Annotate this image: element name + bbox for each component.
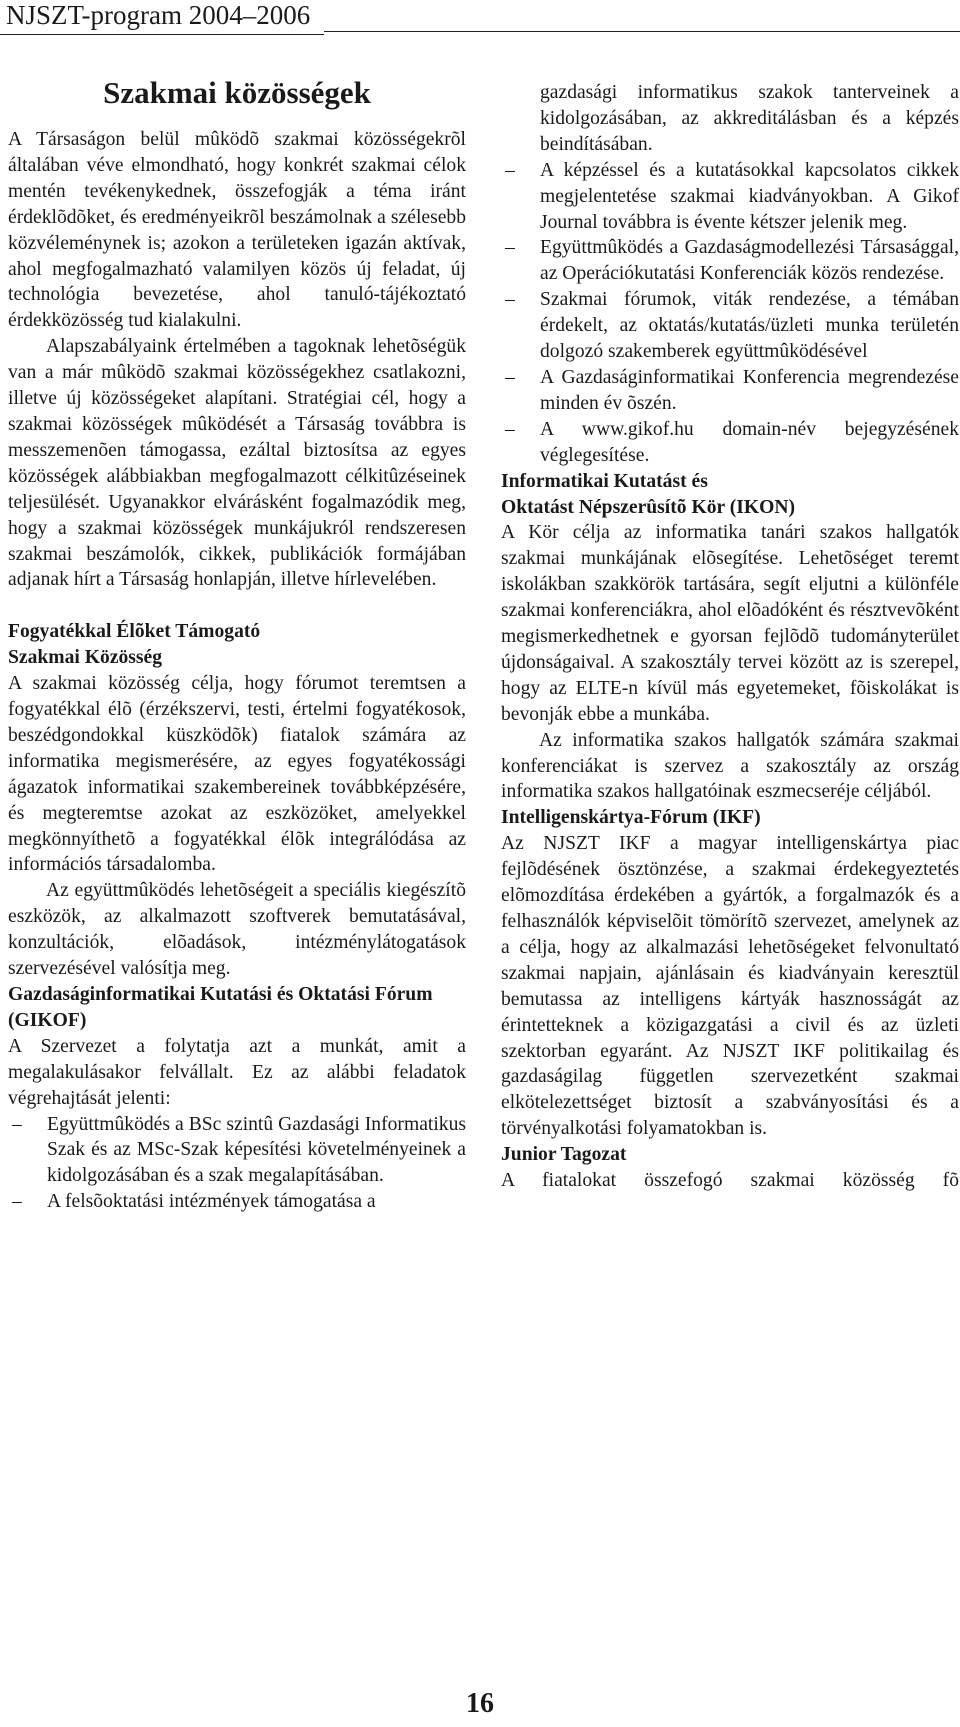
intro-paragraph-1: A Társaságon belül mûködõ szakmai közösségekrõl általában véve elmondható, hogy konkrét szakmai célok mentén tevékenykednek, összefogják a téma iránt érdeklõdõket, és eredményeikrõl beszámolnak a szélesebb közvéleménynek is; azokon a területeken igazán aktívak, ahol megfogalmazható valamilyen közös új feladat, új technológia bevezetése, ahol tanuló-tájékoztató érdekközösség tud kialakulni. xyxy=(8,129,466,332)
gikof-list-right xyxy=(501,158,959,469)
gikof-list-item: – Együttmûködés a BSc szintû Gazdasági Informatikus Szak és az MSc-Szak képesítési követelményeinek a kidolgozásában és a szak megalapításában. xyxy=(8,1112,466,1190)
gikof-list-left xyxy=(8,1112,466,1216)
junior-heading: Junior Tagozat xyxy=(501,1144,627,1166)
ikon-paragraph-2: Az informatika szakos hallgatók számára szakmai konferenciákat is szervez a szakosztály az ország informatika szakos hallgatóinak eszmecseréje céljából. xyxy=(501,729,959,803)
ikon-heading-line1: Informatikai Kutatást és xyxy=(501,470,708,492)
gikof-list-item-split-start: – A felsõoktatási intézmények támogatása a xyxy=(8,1189,466,1215)
gikof-list-item: – A képzéssel és a kutatásokkal kapcsolatos cikkek megjelentetése szakmai kiadványokban. A Gikof Journal továbbra is évente kétszer jelenik meg. xyxy=(501,158,959,236)
fet-heading-line1: Fogyatékkal Élõket Támogató xyxy=(8,621,261,643)
gikof-intro: A Szervezet a folytatja azt a munkát, amit a megalakulásakor felvállalt. Ez az alábbi feladatok végrehajtását jelenti: xyxy=(8,1035,466,1109)
gikof-list-item-split-end: gazdasági informatikus szakok tanterveinek a kidolgozásában, az akkreditálásban és a képzés beindításában. xyxy=(540,82,959,155)
gikof-heading: Gazdaságinformatikai Kutatási és Oktatási Fórum (GIKOF) xyxy=(8,984,433,1031)
gikof-list-item: – Szakmai fórumok, viták rendezése, a témában érdekelt, az oktatás/kutatás/üzleti munka területén dolgozó szakemberek együttmûködésével xyxy=(501,287,959,365)
fet-paragraph-2: Az együttmûködés lehetõségeit a speciális kiegészítõ eszközök, az alkalmazott szoftverek bemutatásával, konzultációk, elõadások, intézménylátogatások szervezésével valósítja meg. xyxy=(8,880,466,980)
ikon-heading-line2: Oktatást Népszerûsítõ Kör (IKON) xyxy=(501,496,796,518)
intro-paragraph-2: Alapszabályaink értelmében a tagoknak lehetõségük van a már mûködõ szakmai közösségekhez csatlakozni, illetve új közösségeket alapítani. Stratégiai cél, hogy a szakmai közösségek mûködését a Társaság továbbra is messzemenõen támogassa, ezáltal biztosítsa az egyes közösségek alábbiakban megfogalmazott célkitûzéseinek teljesülését. Ugyanakkor elvárásként fogalmazódik meg, hogy a szakmai közösségek munkájukról rendszeresen szakmai beszámolók, cikkek, publikációk formájában adjanak hírt a Társaság honlapján, illetve hírlevelében. xyxy=(8,336,466,591)
junior-paragraph: A fiatalokat összefogó szakmai közösség fõ xyxy=(501,1170,959,1192)
running-header: NJSZT-program 2004–2006 xyxy=(0,0,324,35)
fet-heading-line2: Szakmai Közösség xyxy=(8,647,163,669)
page-title: Szakmai közösségek xyxy=(103,75,371,110)
gikof-list-item: – Együttmûködés a Gazdaságmodellezési Társasággal, az Operációkutatási Konferenciák közös rendezése. xyxy=(501,235,959,287)
gikof-list-item: – A www.gikof.hu domain-név bejegyzésének véglegesítése. xyxy=(501,417,959,469)
page-number: 16 xyxy=(466,1688,494,1719)
fet-paragraph-1: A szakmai közösség célja, hogy fórumot teremtsen a fogyatékkal élõ (érzékszervi, testi, értelmi fogyatékosok, beszédgondokkal küszködõk) fiatalok számára az informatika megismerésére, az egyes fogyatékossági ágazatok informatikai szakembereinek továbbképzésére, és megteremtse azokat az eszközöket, amelyekkel megkönnyíthetõ a fogyatékkal élõk integrálódása az információs társadalomba. xyxy=(8,673,466,876)
ikon-paragraph-1: A Kör célja az informatika tanári szakos hallgatók szakmai munkájának elõsegítése. Lehetõséget teremt iskolákban szakkörök tartására, segít eljutni a különféle szakmai konferenciákra, ahol elõadóként és résztvevõként megismerkedhetnek e gyorsan fejlõdõ tudományterület újdonságaival. A szakosztály tervei között az is szerepel, hogy az ELTE-n kívül más egyetemeket, fõiskolákat is bevonják ebbe a munkába. xyxy=(501,522,959,725)
right-column xyxy=(501,80,959,1194)
ikf-paragraph: Az NJSZT IKF a magyar intelligenskártya piac fejlõdésének ösztönzése, a szakmai érdekegyeztetés elõmozdítása érdekében a gyártók, a forgalmazók és a felhasználók képviselõit tömörítõ szervezet, amelynek az a célja, hogy az alkalmazási lehetõségeket felvonultató szakmai napjain, ajánlásain és kiadványain keresztül bemutassa az intelligens kártyák hasznosságát az érintetteknek a közigazgatási a civil és az üzleti szektorban egyaránt. Az NJSZT IKF politikailag és gazdaságilag független szervezetként szakmai elkötelezettséget biztosít a szabványosítási és a törvényalkotási folyamatokban is. xyxy=(501,833,959,1140)
left-column xyxy=(8,76,466,1215)
ikf-heading: Intelligenskártya-Fórum (IKF) xyxy=(501,807,761,829)
gikof-list-item: – A Gazdaságinformatikai Konferencia megrendezése minden év õszén. xyxy=(501,365,959,417)
